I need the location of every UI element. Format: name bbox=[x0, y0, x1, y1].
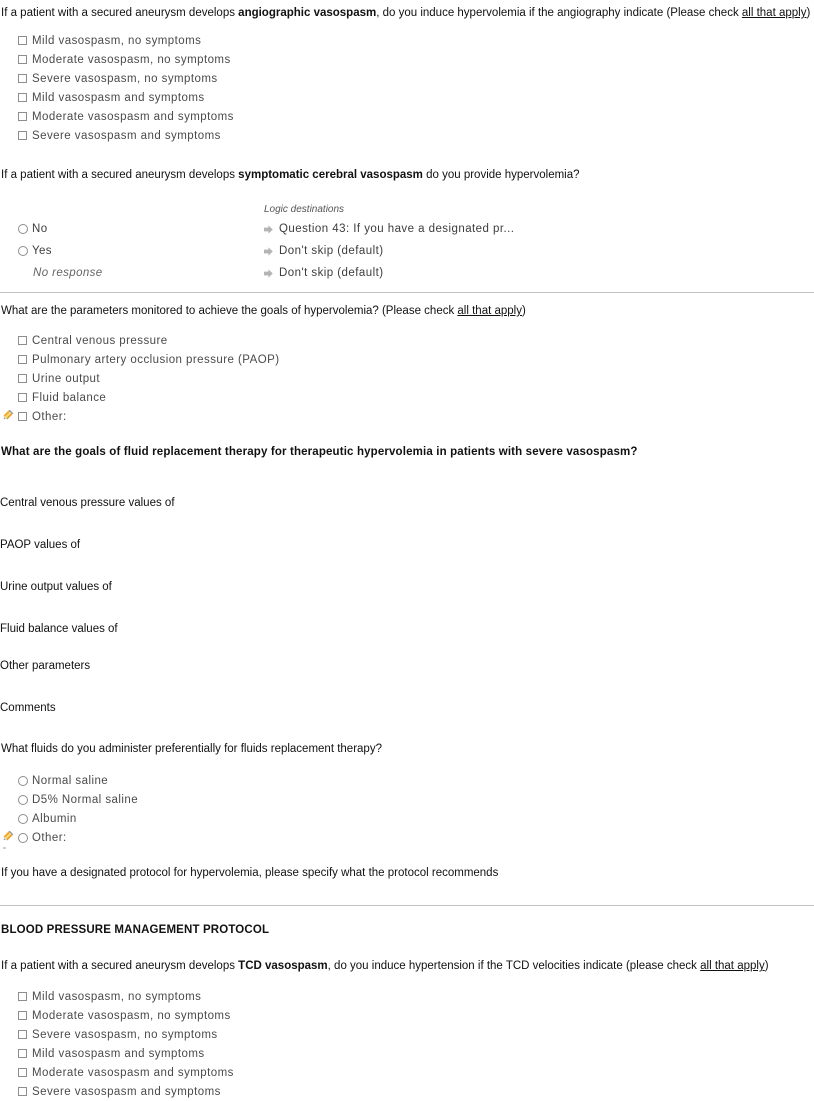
arrow-right-icon bbox=[264, 247, 273, 256]
field-label-comments: Comments bbox=[0, 702, 56, 714]
checkbox-option-label: Fluid balance bbox=[32, 391, 107, 404]
checkbox-option-label: Urine output bbox=[32, 372, 101, 385]
section-title-blood-pressure-management: BLOOD PRESSURE MANAGEMENT PROTOCOL bbox=[1, 924, 270, 936]
radio-option-other[interactable] bbox=[0, 828, 814, 847]
radio-option[interactable] bbox=[0, 790, 814, 809]
checkbox-option-label: Severe vasospasm and symptoms bbox=[32, 129, 221, 142]
field-label-fluid-balance: Fluid balance values of bbox=[0, 623, 118, 635]
no-response-label: No response bbox=[33, 267, 103, 279]
logic-destination-text: Don't skip (default) bbox=[279, 245, 384, 257]
checkbox-option[interactable] bbox=[0, 350, 814, 369]
logic-destination-text: Question 43: If you have a designated pr... bbox=[279, 223, 515, 235]
checkbox-option[interactable] bbox=[0, 1044, 814, 1063]
checkbox-icon[interactable] bbox=[18, 1068, 27, 1077]
logic-row[interactable] bbox=[0, 218, 814, 240]
checkbox-option-label: Central venous pressure bbox=[32, 334, 168, 347]
checkbox-icon[interactable] bbox=[18, 36, 27, 45]
checkbox-option[interactable] bbox=[0, 369, 814, 388]
field-label-other-parameters: Other parameters bbox=[0, 660, 91, 672]
question-tcd-vasospasm: If a patient with a secured aneurysm develops TCD vasospasm, do you induce hypertension if the TCD velocities indicate (please check all that apply) bbox=[1, 960, 769, 972]
field-label-central-venous-pressure: Central venous pressure values of bbox=[0, 497, 175, 509]
checkbox-option-label: Severe vasospasm, no symptoms bbox=[32, 1028, 218, 1041]
radio-icon[interactable] bbox=[18, 814, 28, 824]
checkbox-option[interactable] bbox=[0, 388, 814, 407]
arrow-right-icon bbox=[264, 269, 273, 278]
pencil-icon[interactable] bbox=[0, 831, 18, 844]
question-preferred-fluids: What fluids do you administer preferentially for fluids replacement therapy? bbox=[1, 743, 382, 755]
radio-group-preferred-fluids bbox=[0, 771, 814, 847]
pencil-icon-glyph bbox=[3, 410, 16, 423]
logic-destinations-header: Logic destinations bbox=[264, 204, 345, 215]
checkbox-option[interactable] bbox=[0, 31, 814, 50]
checkbox-option-label: Mild vasospasm, no symptoms bbox=[32, 34, 202, 47]
radio-icon[interactable] bbox=[18, 795, 28, 805]
checkbox-option[interactable] bbox=[0, 50, 814, 69]
checkbox-icon[interactable] bbox=[18, 1087, 27, 1096]
checkbox-option-label: Mild vasospasm and symptoms bbox=[32, 1047, 205, 1060]
logic-destination-text: Don't skip (default) bbox=[279, 267, 384, 279]
checkbox-option-label: Mild vasospasm and symptoms bbox=[32, 91, 205, 104]
checkbox-icon[interactable] bbox=[18, 412, 27, 421]
checkbox-icon[interactable] bbox=[18, 55, 27, 64]
checkbox-option-label: Severe vasospasm, no symptoms bbox=[32, 72, 218, 85]
radio-option-label: Albumin bbox=[32, 812, 77, 825]
checkbox-option[interactable] bbox=[0, 1025, 814, 1044]
radio-icon[interactable] bbox=[18, 776, 28, 786]
checkbox-option[interactable] bbox=[0, 1063, 814, 1082]
question-angiographic-vasospasm: If a patient with a secured aneurysm develops angiographic vasospasm, do you induce hypervolemia if the angiography indicate (Please check all that apply) bbox=[1, 7, 811, 19]
checkbox-icon[interactable] bbox=[18, 131, 27, 140]
checkbox-icon[interactable] bbox=[18, 355, 27, 364]
checkbox-option-label: Severe vasospasm and symptoms bbox=[32, 1085, 221, 1098]
logic-destination[interactable] bbox=[264, 223, 514, 235]
question-parameters-monitored: What are the parameters monitored to achieve the goals of hypervolemia? (Please check all that apply) bbox=[1, 305, 526, 317]
checkbox-option[interactable] bbox=[0, 69, 814, 88]
radio-option-label: Other: bbox=[32, 831, 67, 844]
checkbox-option-label: Moderate vasospasm, no symptoms bbox=[32, 1009, 231, 1022]
logic-destination[interactable] bbox=[264, 245, 384, 257]
radio-icon[interactable] bbox=[18, 224, 28, 234]
checkbox-option-label: Other: bbox=[32, 410, 67, 423]
radio-option[interactable] bbox=[0, 771, 814, 790]
radio-option-label: Normal saline bbox=[32, 774, 109, 787]
checkbox-icon[interactable] bbox=[18, 336, 27, 345]
question-protocol-specify: If you have a designated protocol for hypervolemia, please specify what the protocol recommends bbox=[1, 867, 499, 879]
checkbox-option[interactable] bbox=[0, 126, 814, 145]
checkbox-icon[interactable] bbox=[18, 112, 27, 121]
radio-option-label: Yes bbox=[32, 245, 52, 257]
arrow-right-icon bbox=[264, 225, 273, 234]
checkbox-option-label: Moderate vasospasm and symptoms bbox=[32, 1066, 234, 1079]
checkbox-option-label: Moderate vasospasm, no symptoms bbox=[32, 53, 231, 66]
field-label-urine-output: Urine output values of bbox=[0, 581, 112, 593]
render-artifact bbox=[3, 847, 6, 849]
logic-destinations-block bbox=[0, 204, 814, 284]
checkbox-group-tcd bbox=[0, 987, 814, 1101]
checkbox-icon[interactable] bbox=[18, 93, 27, 102]
radio-option-label: No bbox=[32, 223, 48, 235]
field-label-paop: PAOP values of bbox=[0, 539, 81, 551]
pencil-icon-glyph bbox=[3, 831, 16, 844]
radio-icon[interactable] bbox=[18, 833, 28, 843]
checkbox-option[interactable] bbox=[0, 107, 814, 126]
checkbox-option-label: Pulmonary artery occlusion pressure (PAOP) bbox=[32, 353, 280, 366]
checkbox-option-other[interactable] bbox=[0, 407, 814, 426]
checkbox-icon[interactable] bbox=[18, 393, 27, 402]
checkbox-group-parameters bbox=[0, 331, 814, 426]
question-symptomatic-cerebral-vasospasm: If a patient with a secured aneurysm develops symptomatic cerebral vasospasm do you provide hypervolemia? bbox=[1, 169, 580, 181]
checkbox-group-angiographic bbox=[0, 31, 814, 145]
checkbox-option[interactable] bbox=[0, 331, 814, 350]
checkbox-option[interactable] bbox=[0, 1082, 814, 1101]
checkbox-icon[interactable] bbox=[18, 74, 27, 83]
logic-row[interactable] bbox=[0, 240, 814, 262]
checkbox-option-label: Mild vasospasm, no symptoms bbox=[32, 990, 202, 1003]
checkbox-icon[interactable] bbox=[18, 374, 27, 383]
checkbox-option[interactable] bbox=[0, 88, 814, 107]
logic-destination[interactable] bbox=[264, 267, 384, 279]
radio-icon[interactable] bbox=[18, 246, 28, 256]
radio-option-label: D5% Normal saline bbox=[32, 793, 139, 806]
checkbox-option[interactable] bbox=[0, 1006, 814, 1025]
checkbox-icon[interactable] bbox=[18, 1030, 27, 1039]
checkbox-icon[interactable] bbox=[18, 1011, 27, 1020]
checkbox-option-label: Moderate vasospasm and symptoms bbox=[32, 110, 234, 123]
heading-goals-fluid-replacement: What are the goals of fluid replacement therapy for therapeutic hypervolemia in patients with severe vasospasm? bbox=[1, 446, 638, 458]
checkbox-icon[interactable] bbox=[18, 1049, 27, 1058]
pencil-icon[interactable] bbox=[0, 410, 18, 423]
checkbox-icon[interactable] bbox=[18, 992, 27, 1001]
checkbox-option[interactable] bbox=[0, 987, 814, 1006]
radio-option[interactable] bbox=[0, 809, 814, 828]
logic-row-no-response bbox=[0, 262, 814, 284]
